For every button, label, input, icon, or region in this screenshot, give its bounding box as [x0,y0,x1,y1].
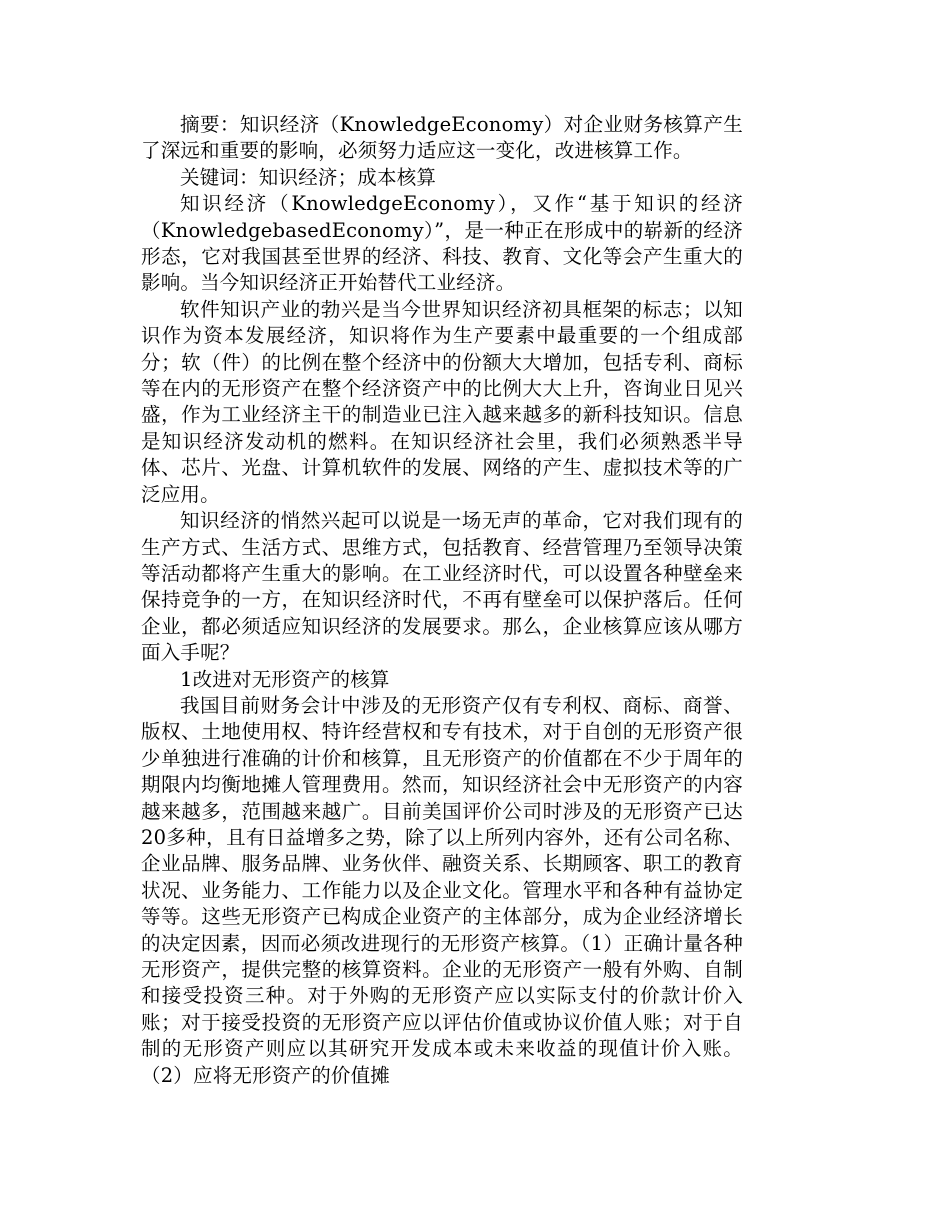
abstract-paragraph: 摘要：知识经济（KnowledgeEconomy）对企业财务核算产生了深远和重要的影响，必须努力适应这一变化，改进核算工作。 [141,113,743,163]
keywords-paragraph: 关键词：知识经济；成本核算 [180,165,437,189]
section-heading: 1改进对无形资产的核算 [180,667,390,691]
body-paragraph: 知识经济（KnowledgeEconomy），又作“基于知识的经济（KnowledgebasedEconomy）”，是一种正在形成中的崭新的经济形态，它对我国甚至世界的经济、科技、教育、文化等会产生重大的影响。当今知识经济正开始替代工业经济。 [141,192,743,295]
document-body [141,112,743,1089]
body-paragraph: 软件知识产业的勃兴是当今世界知识经济初具框架的标志；以知识作为资本发展经济，知识将作为生产要素中最重要的一个组成部分；软（件）的比例在整个经济中的份额大大增加，包括专利、商标等在内的无形资产在整个经济资产中的比例大大上升，咨询业日见兴盛，作为工业经济主干的制造业已注入越来越多的新科技知识。信息是知识经济发动机的燃料。在知识经济社会里，我们必须熟悉半导体、芯片、光盘、计算机软件的发展、网络的产生、虚拟技术等的广泛应用。 [141,297,743,506]
body-paragraph: 我国目前财务会计中涉及的无形资产仅有专利权、商标、商誉、版权、土地使用权、特许经营权和专有技术，对于自创的无形资产很少单独进行准确的计价和核算，且无形资产的价值都在不少于周年的期限内均衡地摊人管理费用。然而，知识经济社会中无形资产的内容越来越多，范围越来越广。目前美国评价公司时涉及的无形资产已达20多种，且有日益增多之势，除了以上所列内容外，还有公司名称、企业品牌、服务品牌、业务伙伴、融资关系、长期顾客、职工的教育状况、业务能力、工作能力以及企业文化。管理水平和各种有益协定等等。这些无形资产已构成企业资产的主体部分，成为企业经济增长的决定因素，因而必须改进现行的无形资产核算。（1）正确计量各种无形资产，提供完整的核算资料。企业的无形资产一般有外购、自制和接受投资三种。对于外购的无形资产应以实际支付的价款计价入账；对于接受投资的无形资产应以评估价值或协议价值人账；对于自制的无形资产则应以其研究开发成本或未来收益的现值计价入账。（2）应将无形资产的价值摊 [141,693,743,1087]
body-paragraph: 知识经济的悄然兴起可以说是一场无声的革命，它对我们现有的生产方式、生活方式、思维方式，包括教育、经营管理乃至领导决策等活动都将产生重大的影响。在工业经济时代，可以设置各种壁垒来保持竞争的一方，在知识经济时代，不再有壁垒可以保护落后。任何企业，都必须适应知识经济的发展要求。那么，企业核算应该从哪方面入手呢？ [141,509,743,665]
